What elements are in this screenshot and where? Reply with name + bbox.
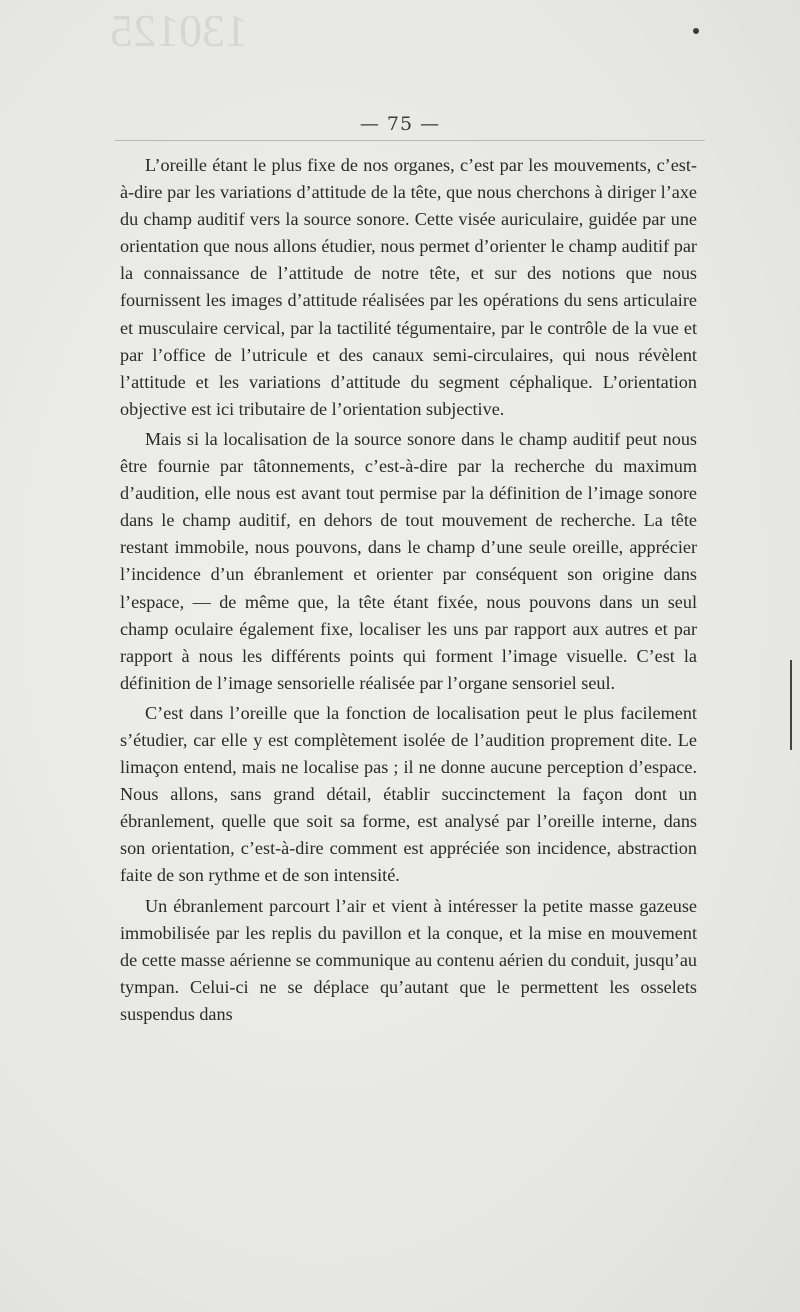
paragraph: C’est dans l’oreille que la fonction de localisation peut le plus facilement s’étudier, car elle y est complètement isolée de l’audition proprement dite. Le limaçon entend, mais ne localise pas ; il ne donne aucune perception d’espace. Nous allons, sans grand détail, établir succinctement la façon dont un ébranlement, quelle que soit sa forme, est analysé par l’oreille interne, dans son orientation, c’est-à-dire comment est appréciée son incidence, abstraction faite de son rythme et de son intensité. bbox=[120, 702, 697, 886]
bleed-through-text: 130125 bbox=[110, 5, 248, 56]
paragraph: L’oreille étant le plus fixe de nos organes, c’est par les mouvements, c’est-à-dire par les variations d’attitude de la tête, que nous cherchons à diriger l’axe du champ auditif vers la source sonore. Cette visée auriculaire, guidée par une orientation que nous allons étudier, nous permet d’orienter le champ auditif par la connaissance de l’attitude de notre tête, et sur des notions que nous fournissent les images d’attitude réalisées par les opérations du sens articulaire et musculaire cervical, par la tactilité tégumentaire, par le contrôle de la vue et par l’office de l’utricule et des canaux semi-circulaires, qui nous révèlent l’attitude et les variations d’attitude du segment céphalique. L’orientation objective est ici tributaire de l’orientation subjective. bbox=[120, 155, 697, 419]
page-edge-mark bbox=[785, 660, 795, 760]
paragraph: Mais si la localisation de la source sonore dans le champ auditif peut nous être fournie par tâtonnements, c’est-à-dire par la recherche du maximum d’audition, elle nous est avant tout permise par la définition de l’image sonore dans le champ auditif, en dehors de tout mouvement de recherche. La tête restant immobile, nous pouvons, dans le champ d’une seule oreille, apprécier l’incidence d’un ébranlement et orienter par conséquent son origine dans l’espace, — de même que, la tête étant fixée, nous pouvons dans un seul champ oculaire également fixe, localiser les uns par rapport aux autres et par rapport à nous les différents points qui forment l’image visuelle. C’est la définition de l’image sensorielle réalisée par l’organe sensoriel seul. bbox=[120, 428, 697, 693]
header-rule bbox=[115, 140, 705, 141]
body-text bbox=[120, 152, 697, 1031]
paragraph: Un ébranlement parcourt l’air et vient à intéresser la petite masse gazeuse immobilisée par les replis du pavillon et la conque, et la mise en mouvement de cette masse aérienne se communique au contenu aérien du conduit, jusqu’au tympan. Celui-ci ne se déplace qu’autant que le permettent les osselets suspendus dans bbox=[120, 895, 697, 1024]
ink-dot bbox=[693, 28, 699, 34]
page-number: — 75 — bbox=[359, 113, 441, 135]
